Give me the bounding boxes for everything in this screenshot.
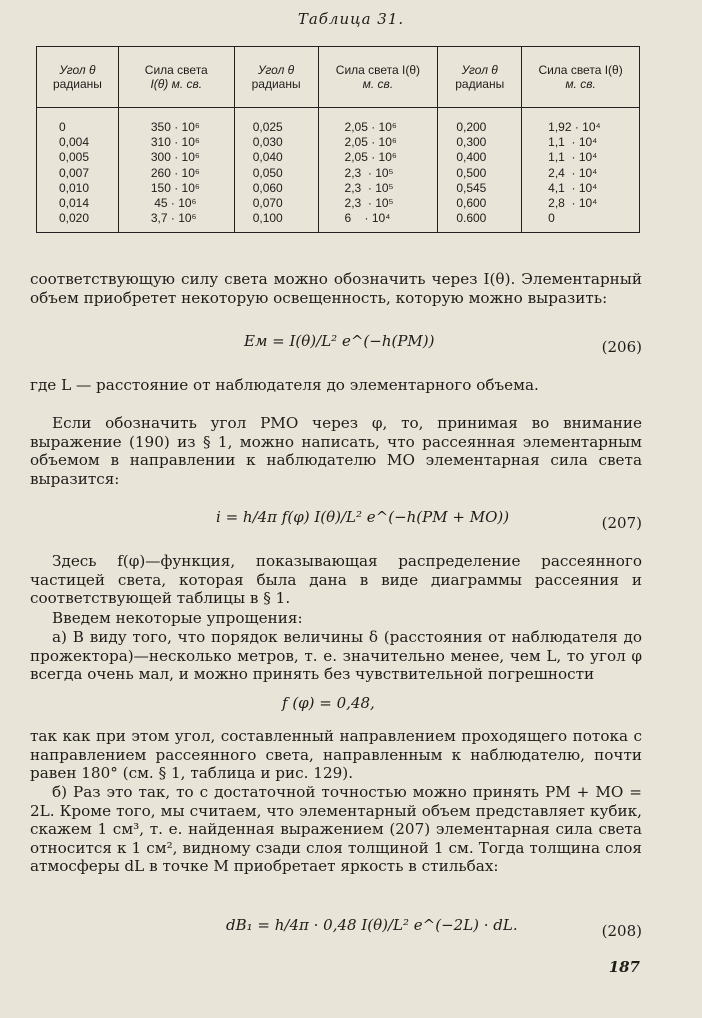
header-angle-3: Угол θ радианы (438, 47, 522, 108)
column-angle-3 (438, 108, 522, 233)
column-intensity-2 (318, 108, 438, 233)
paragraph-3: Если обозначить угол PMO через φ, то, принимая во внимание выражение (190) из § 1, можно написать, что рассеянная элементарным объемом в направлении к наблюдателю MO элементарная сила света выразится: (30, 414, 642, 488)
table-cell: 2,3 · 10⁵ (344, 165, 394, 180)
column-angle-1 (37, 108, 119, 233)
page-number: 187 (608, 958, 640, 976)
formula-207-number: (207) (601, 514, 642, 532)
data-table (36, 46, 640, 233)
table-cell: 0,025 (252, 120, 283, 134)
table-caption: Таблица 31. (297, 10, 405, 28)
formula-208-number: (208) (601, 922, 642, 940)
table-cell: 0,100 (252, 211, 283, 226)
paragraph-1: соответствующую силу света можно обозначить через I(θ). Элементарный объем приобретет некоторую освещенность, которую можно выразить: (30, 270, 642, 307)
paragraph-7: так как при этом угол, составленный направлением проходящего потока с направлением рассеянного света, направленным к наблюдателю, почти равен 180° (см. § 1, таблица и рис. 129). (30, 727, 642, 782)
formula-206 (30, 330, 642, 364)
table-cell: 3,7 · 10⁶ (150, 211, 197, 226)
table-cell: 0 (548, 211, 555, 226)
table-cell: 0.600 (456, 211, 487, 226)
table-cell: 0,010 (59, 180, 90, 195)
paragraph-4: Здесь f(φ)—функция, показывающая распределение рассеянного частицей света, которая была дана в виде диаграммы рассеяния и соответствующей таблицы в § 1. (30, 552, 642, 607)
header-intensity-1: Сила света I(θ) м. св. (118, 47, 234, 108)
table-cell: 1,1 · 10⁴ (548, 135, 598, 150)
formula-208-expr: dB₁ = h/4π · 0,48 I(θ)/L² e^(−2L) · dL. (226, 916, 518, 934)
table-cell: 2,05 · 10⁶ (344, 135, 397, 150)
header-angle-1: Угол θ радианы (37, 47, 119, 108)
header-intensity-3: Сила света I(θ) м. св. (522, 47, 640, 108)
table-cell: 45 · 10⁶ (150, 196, 197, 211)
table-cell: 4,1 · 10⁴ (548, 180, 598, 195)
column-intensity-3 (522, 108, 640, 233)
table-cell: 0,007 (59, 165, 90, 180)
table-cell: 0,014 (59, 196, 90, 211)
formula-206-expr: Eм = I(θ)/L² e^(−h(PM)) (244, 332, 435, 350)
table-cell: 0,020 (59, 211, 90, 226)
table-cell: 2,3 · 10⁵ (344, 180, 394, 195)
formula-206-number: (206) (601, 338, 642, 356)
table-cell: 0,030 (252, 135, 283, 150)
table-cell: 0,400 (456, 150, 487, 165)
table-cell: 300 · 10⁶ (150, 150, 200, 165)
table-cell: 0,070 (252, 196, 283, 211)
table-cell: 310 · 10⁶ (150, 135, 200, 150)
column-angle-2 (234, 108, 318, 233)
table-cell: 150 · 10⁶ (150, 180, 200, 195)
table-cell: 0,060 (252, 180, 283, 195)
paragraph-8: б) Раз это так, то с достаточной точностью можно принять PM + MO = 2L. Кроме того, мы считаем, что элементарный объем представляет кубик, скажем 1 см³, т. е. найденная выражением (207) элементарная сила света относится к 1 см², видному сзади слоя толщиной 1 см. Тогда толщина слоя атмосферы dL в точке M приобретает яркость в стильбах: (30, 783, 642, 875)
table-cell: 0,050 (252, 165, 283, 180)
table-cell: 2,05 · 10⁶ (344, 120, 397, 134)
paragraph-6: а) В виду того, что порядок величины δ (расстояния от наблюдателя до прожектора)—несколько метров, т. е. значительно менее, чем L, то угол φ всегда очень мал, и можно принять без чувствительной погрешности (30, 628, 642, 683)
header-angle-2: Угол θ радианы (234, 47, 318, 108)
table-cell: 350 · 10⁶ (150, 120, 200, 134)
table-cell: 0 (59, 120, 66, 134)
table-cell: 0,600 (456, 196, 487, 211)
formula-mid-expr: f (φ) = 0,48, (282, 694, 375, 712)
table-cell: 0,200 (456, 120, 487, 134)
table-cell: 0,500 (456, 165, 487, 180)
column-intensity-1 (118, 108, 234, 233)
table-cell: 2,05 · 10⁶ (344, 150, 397, 165)
table-cell: 0,300 (456, 135, 487, 150)
formula-mid (30, 692, 642, 726)
table-cell: 6 · 10⁴ (344, 211, 391, 226)
table-cell: 0,004 (59, 135, 90, 150)
paragraph-5: Введем некоторые упрощения: (52, 609, 303, 627)
table-cell: 1,92 · 10⁴ (548, 120, 601, 134)
formula-208 (30, 914, 642, 948)
table-cell: 2,8 · 10⁴ (548, 196, 598, 211)
table-cell: 0,005 (59, 150, 90, 165)
table-cell: 2,3 · 10⁵ (344, 196, 394, 211)
paragraph-2: где L — расстояние от наблюдателя до элементарного объема. (30, 376, 539, 394)
table-cell: 0,040 (252, 150, 283, 165)
table-cell: 1,1 · 10⁴ (548, 150, 598, 165)
table-cell: 0,545 (456, 180, 487, 195)
formula-207 (30, 506, 642, 540)
header-intensity-2: Сила света I(θ) м. св. (318, 47, 438, 108)
table-cell: 2,4 · 10⁴ (548, 165, 598, 180)
formula-207-expr: i = h/4π f(φ) I(θ)/L² e^(−h(PM + MO)) (216, 508, 510, 526)
table-cell: 260 · 10⁶ (150, 165, 200, 180)
